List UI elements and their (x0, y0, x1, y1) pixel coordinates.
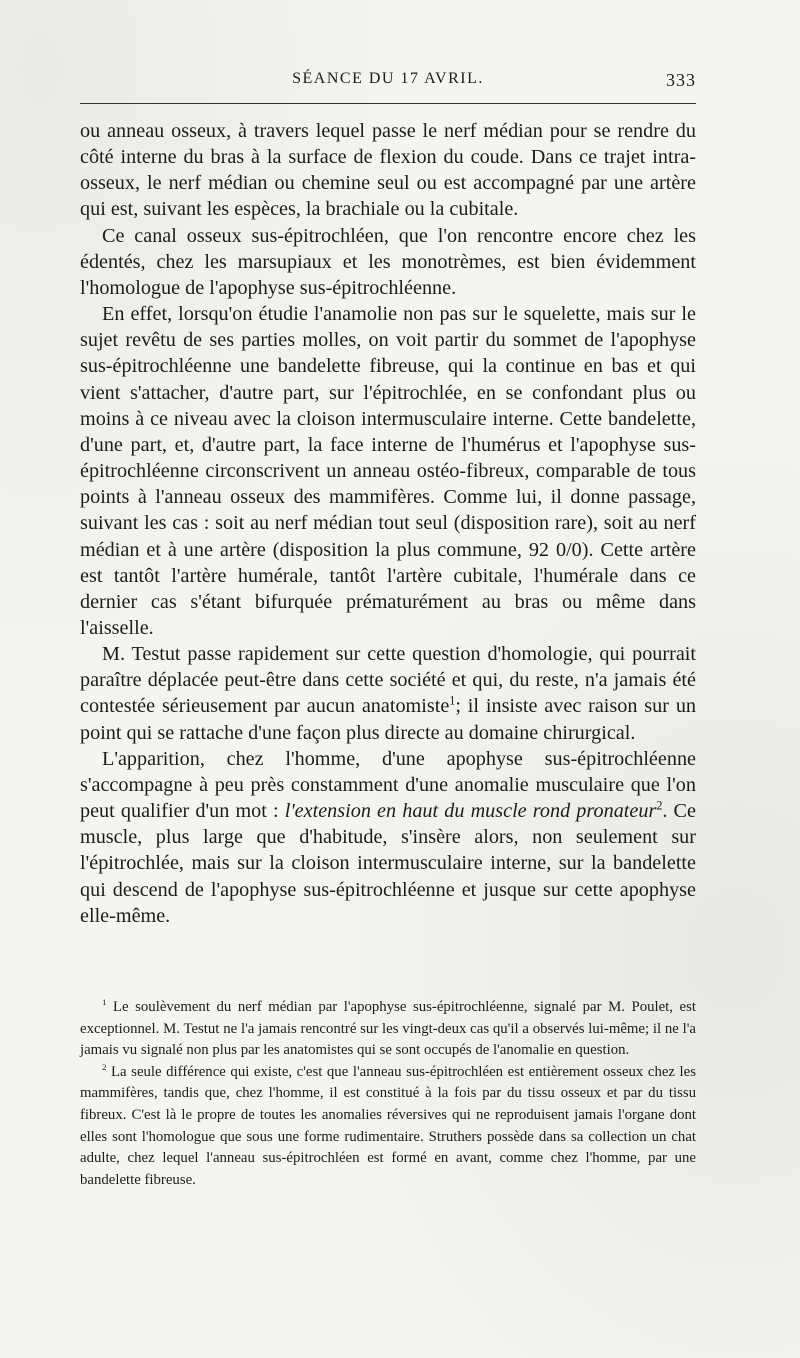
footnote-ref-2: 2 (656, 798, 663, 813)
footnote-2-text: La seule différence qui existe, c'est que l'anneau sus-épitrochléen est entièrement osseux chez les mammifères, tandis que, chez l'homme, il est constitué à la fois par du tissu osseux et par du tissu fibreux. C'est là le propre de toutes les anomalies réversives qui ne reproduisent jamais l'organe dont elles sont l'homologue que sous une forme rudimentaire. Struthers possède dans sa collection un chat adulte, chez lequel l'anneau sus-épitrochléen est formé en avant, comme chez l'homme, par une bandelette fibreuse. (80, 1063, 696, 1188)
footnote-1-text: Le soulèvement du nerf médian par l'apophyse sus-épitrochléenne, signalé par M. Poulet, est exceptionnel. M. Testut ne l'a jamais rencontré sur les vingt-deux cas qu'il a observés lui-même; il ne l'a jamais vu signalé non plus par les anatomistes qui se sont occupés de l'anomalie en question. (80, 999, 696, 1059)
paragraph-5 (80, 746, 696, 929)
footnote-ref-1: 1 (449, 693, 456, 708)
footnote-1-mark: 1 (102, 997, 107, 1008)
footnotes (80, 997, 696, 1191)
paragraph-4-text: M. Testut passe rapidement sur cette question d'homologie, qui pourrait paraître déplacée peut-être dans cette société et qui, du reste, n'a jamais été contestée sérieusement par aucun anatomiste (80, 643, 696, 718)
page-number: 333 (666, 70, 696, 90)
footnote-2 (80, 1062, 696, 1192)
paragraph-3: En effet, lorsqu'on étudie l'anamolie non pas sur le squelette, mais sur le sujet revêtu de ses parties molles, on voit partir du sommet de l'apophyse sus-épitrochléenne une bandelette fibreuse, qui la continue en bas et qui vient s'attacher, d'autre part, sur l'épitrochlée, en se confondant plus ou moins à ce niveau avec la cloison intermusculaire interne. Cette bandelette, d'une part, et, d'autre part, la face interne de l'humérus et l'apophyse sus-épitrochléenne circonscrivent un anneau ostéo-fibreux, comparable de tous points à l'anneau osseux des mammifères. Comme lui, il donne passage, suivant les cas : soit au nerf médian tout seul (disposition rare), soit au nerf médian et à une artère (disposition la plus commune, 92 0/0). Cette artère est tantôt l'artère humérale, tantôt l'artère cubitale, l'humérale dans ce dernier cas s'étant bifurquée prématurément au bras ou même dans l'aisselle. (80, 303, 696, 639)
footnote-1 (80, 997, 696, 1062)
paragraph-5-text: L'apparition, chez l'homme, d'une apophyse sus-épitrochléenne s'accompagne à peu près constamment d'une anomalie musculaire que l'on peut qualifier d'un mot : (80, 747, 696, 823)
paragraph-4-end: ; il insiste avec raison sur un point qui se rattache d'une façon plus directe au domaine chirurgical. (80, 695, 697, 744)
paragraph-2: Ce canal osseux sus-épitrochléen, que l'on rencontre encore chez les édentés, chez les marsupiaux et les monotrèmes, est bien évidemment l'homologue de l'apophyse sus-épitrochléenne. (80, 224, 696, 299)
paragraph-5-italic: l'extension en haut du muscle rond pronateur (284, 800, 657, 823)
running-header (80, 70, 696, 98)
paragraph-1: ou anneau osseux, à travers lequel passe le nerf médian pour se rendre du côté interne du bras à la surface de flexion du coude. Dans ce trajet intra-osseux, le nerf médian ou chemine seul ou est accompagné par une artère qui est, suivant les espèces, la brachiale ou la cubitale. (80, 120, 696, 221)
header-rule (80, 103, 696, 104)
paragraph-5-end: . Ce muscle, plus large que d'habitude, s'insère alors, non seulement sur l'épitrochlée, mais sur la cloison intermusculaire interne, sur la bandelette qui descend de l'apophyse sus-épitrochléenne et jusque sur cette apophyse elle-même. (80, 800, 696, 927)
paragraph-4 (80, 641, 696, 746)
header-title: SÉANCE DU 17 AVRIL. (292, 70, 484, 87)
body-text (80, 118, 696, 929)
footnote-2-mark: 2 (102, 1061, 107, 1072)
